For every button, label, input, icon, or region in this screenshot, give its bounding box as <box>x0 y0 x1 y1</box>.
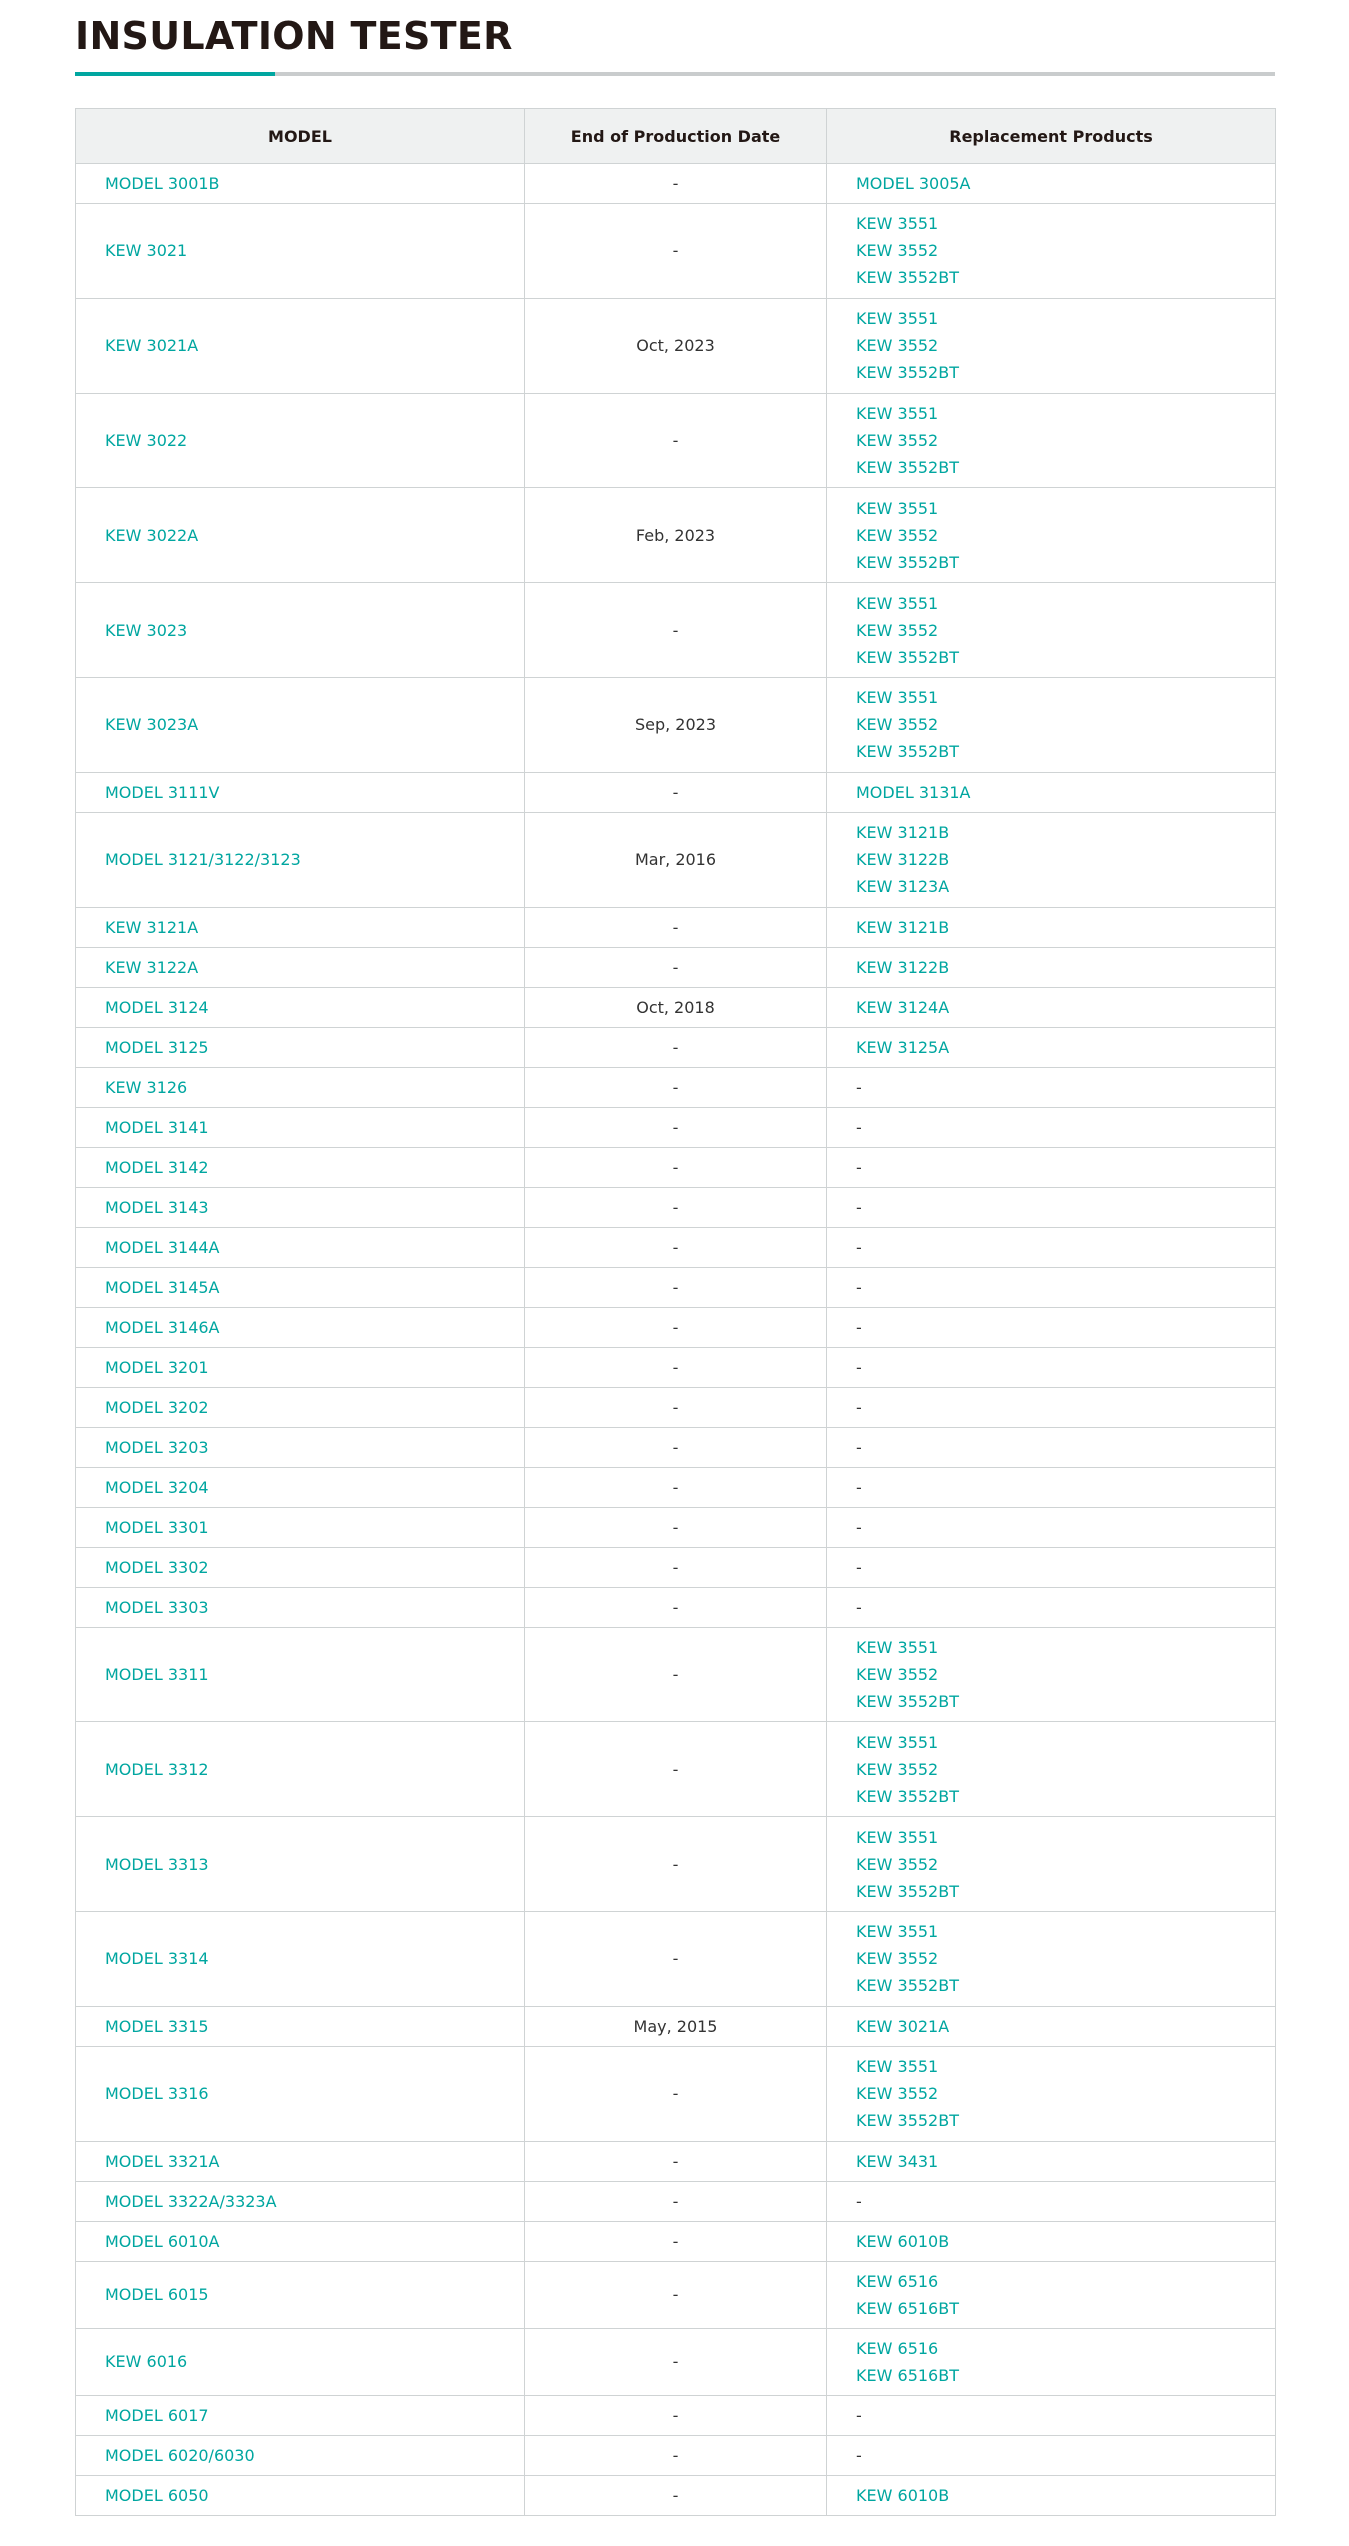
table-row <box>76 2221 1276 2261</box>
table-row <box>76 1817 1276 1912</box>
model-cell <box>76 2181 525 2221</box>
table-row <box>76 1507 1276 1547</box>
replacement-products-cell <box>827 1911 1276 2006</box>
model-cell <box>76 1547 525 1587</box>
replacement-products-cell <box>827 907 1276 947</box>
replacement-products-cell <box>827 2046 1276 2141</box>
title-underline-accent <box>75 72 275 76</box>
replacement-products-cell <box>827 1067 1276 1107</box>
replacement-product-link[interactable]: KEW 3551 <box>856 403 939 423</box>
end-of-production-date-cell: - <box>525 2261 827 2328</box>
replacement-products-cell <box>827 1267 1276 1307</box>
model-link[interactable]: MODEL 3322A/3323A <box>105 2191 277 2211</box>
end-of-production-date-cell: - <box>525 1547 827 1587</box>
replacement-products-cell <box>827 1227 1276 1267</box>
replacement-product-link[interactable]: KEW 3121B <box>856 917 950 937</box>
model-cell <box>76 2221 525 2261</box>
no-replacement-text: - <box>856 1077 862 1097</box>
table-row <box>76 1387 1276 1427</box>
table-row <box>76 2395 1276 2435</box>
table-row <box>76 583 1276 678</box>
end-of-production-date-cell: - <box>525 1467 827 1507</box>
model-cell <box>76 2046 525 2141</box>
replacement-product-link[interactable]: KEW 6516BT <box>856 2365 959 2385</box>
table-row <box>76 298 1276 393</box>
end-of-production-date-cell: Oct, 2023 <box>525 298 827 393</box>
replacement-product-link[interactable]: KEW 3552BT <box>856 1786 959 1806</box>
table-row <box>76 164 1276 204</box>
model-cell <box>76 1427 525 1467</box>
model-link[interactable]: KEW 3022 <box>105 430 188 450</box>
no-replacement-text: - <box>856 2405 862 2425</box>
model-cell <box>76 907 525 947</box>
replacement-products-cell <box>827 772 1276 812</box>
model-link[interactable]: KEW 3121A <box>105 917 199 937</box>
model-cell <box>76 987 525 1027</box>
no-replacement-text: - <box>856 1477 862 1497</box>
replacement-products-cell <box>827 1587 1276 1627</box>
replacement-product-link[interactable]: KEW 3121B <box>856 823 950 843</box>
table-row <box>76 1722 1276 1817</box>
model-cell <box>76 2141 525 2181</box>
replacement-products-cell <box>827 1027 1276 1067</box>
replacement-product-link[interactable]: KEW 3551 <box>856 1637 939 1657</box>
model-cell <box>76 1307 525 1347</box>
header-replacement-products: Replacement Products <box>827 109 1276 164</box>
model-cell <box>76 298 525 393</box>
end-of-production-date-cell: - <box>525 1267 827 1307</box>
replacement-products-cell <box>827 812 1276 907</box>
end-of-production-date-cell: - <box>525 1587 827 1627</box>
model-link[interactable]: MODEL 3141 <box>105 1117 209 1137</box>
replacement-product-link[interactable]: KEW 3552 <box>856 1759 939 1779</box>
replacement-product-link[interactable]: KEW 3552BT <box>856 1976 959 1996</box>
table-row <box>76 1627 1276 1722</box>
title-underline <box>75 72 1275 76</box>
model-cell <box>76 772 525 812</box>
replacement-products-cell <box>827 1347 1276 1387</box>
model-link[interactable]: MODEL 3303 <box>105 1597 209 1617</box>
replacement-product-link[interactable]: KEW 3552 <box>856 1854 939 1874</box>
end-of-production-date-cell: Oct, 2018 <box>525 987 827 1027</box>
model-link[interactable]: KEW 6016 <box>105 2352 188 2372</box>
table-row <box>76 1107 1276 1147</box>
model-link[interactable]: MODEL 3302 <box>105 1557 209 1577</box>
replacement-products-cell <box>827 947 1276 987</box>
replacement-products-cell <box>827 677 1276 772</box>
table-body <box>76 164 1276 2516</box>
table-row <box>76 987 1276 1027</box>
table-row <box>76 1267 1276 1307</box>
replacement-product-link[interactable]: KEW 3551 <box>856 593 939 613</box>
table-row <box>76 1067 1276 1107</box>
no-replacement-text: - <box>856 1317 862 1337</box>
replacement-product-link[interactable]: KEW 3431 <box>856 2151 939 2171</box>
table-row <box>76 907 1276 947</box>
end-of-production-date-cell: - <box>525 204 827 299</box>
replacement-product-link[interactable]: KEW 3552BT <box>856 363 959 383</box>
replacement-product-link[interactable]: KEW 3552BT <box>856 647 959 667</box>
end-of-production-date-cell: - <box>525 907 827 947</box>
model-cell <box>76 947 525 987</box>
end-of-production-date-cell: - <box>525 1107 827 1147</box>
no-replacement-text: - <box>856 2445 862 2465</box>
model-link[interactable]: MODEL 3125 <box>105 1037 209 1057</box>
table-row <box>76 677 1276 772</box>
table-row <box>76 1587 1276 1627</box>
replacement-products-cell <box>827 1187 1276 1227</box>
discontinued-products-table <box>75 108 1276 2516</box>
end-of-production-date-cell: - <box>525 1722 827 1817</box>
replacement-product-link[interactable]: KEW 3122B <box>856 850 950 870</box>
replacement-product-link[interactable]: KEW 3551 <box>856 214 939 234</box>
end-of-production-date-cell: - <box>525 1307 827 1347</box>
end-of-production-date-cell: - <box>525 2141 827 2181</box>
table-row <box>76 1227 1276 1267</box>
replacement-products-cell <box>827 1467 1276 1507</box>
model-link[interactable]: KEW 3023A <box>105 715 199 735</box>
table-row <box>76 204 1276 299</box>
model-link[interactable]: MODEL 3311 <box>105 1664 209 1684</box>
model-link[interactable]: MODEL 3124 <box>105 997 209 1017</box>
model-link[interactable]: MODEL 3143 <box>105 1197 209 1217</box>
no-replacement-text: - <box>856 1157 862 1177</box>
replacement-product-link[interactable]: KEW 3552 <box>856 1664 939 1684</box>
table-row <box>76 1187 1276 1227</box>
table-row <box>76 488 1276 583</box>
model-link[interactable]: MODEL 3312 <box>105 1759 209 1779</box>
end-of-production-date-cell: - <box>525 393 827 488</box>
end-of-production-date-cell: - <box>525 2395 827 2435</box>
table-row <box>76 1467 1276 1507</box>
replacement-product-link[interactable]: KEW 3552 <box>856 525 939 545</box>
model-link[interactable]: KEW 3023 <box>105 620 188 640</box>
replacement-products-cell <box>827 1427 1276 1467</box>
header-end-of-production-date: End of Production Date <box>525 109 827 164</box>
model-cell <box>76 2435 525 2475</box>
replacement-product-link[interactable]: KEW 3551 <box>856 498 939 518</box>
replacement-product-link[interactable]: KEW 3124A <box>856 997 950 1017</box>
replacement-product-link[interactable]: KEW 3125A <box>856 1037 950 1057</box>
no-replacement-text: - <box>856 1437 862 1457</box>
model-cell <box>76 1467 525 1507</box>
no-replacement-text: - <box>856 1277 862 1297</box>
model-link[interactable]: MODEL 3146A <box>105 1317 220 1337</box>
replacement-product-link[interactable]: KEW 3552 <box>856 2084 939 2104</box>
model-link[interactable]: KEW 3021A <box>105 336 199 356</box>
replacement-products-cell <box>827 1507 1276 1547</box>
model-cell <box>76 1027 525 1067</box>
replacement-product-link[interactable]: KEW 6010B <box>856 2231 950 2251</box>
model-cell <box>76 2261 525 2328</box>
end-of-production-date-cell: - <box>525 1347 827 1387</box>
header-model: MODEL <box>76 109 525 164</box>
replacement-product-link[interactable]: KEW 3551 <box>856 2057 939 2077</box>
replacement-products-cell <box>827 987 1276 1027</box>
end-of-production-date-cell: - <box>525 1187 827 1227</box>
table-row <box>76 1911 1276 2006</box>
end-of-production-date-cell: - <box>525 1911 827 2006</box>
replacement-products-cell <box>827 1627 1276 1722</box>
model-link[interactable]: MODEL 3202 <box>105 1397 209 1417</box>
replacement-products-cell <box>827 1722 1276 1817</box>
replacement-products-cell <box>827 2006 1276 2046</box>
end-of-production-date-cell: - <box>525 1627 827 1722</box>
no-replacement-text: - <box>856 1397 862 1417</box>
end-of-production-date-cell: - <box>525 2435 827 2475</box>
replacement-product-link[interactable]: MODEL 3131A <box>856 782 971 802</box>
table-row <box>76 2046 1276 2141</box>
model-cell <box>76 1817 525 1912</box>
no-replacement-text: - <box>856 1117 862 1137</box>
replacement-product-link[interactable]: KEW 3552BT <box>856 1881 959 1901</box>
model-link[interactable]: KEW 3022A <box>105 525 199 545</box>
end-of-production-date-cell: - <box>525 1147 827 1187</box>
model-cell <box>76 1347 525 1387</box>
model-cell <box>76 1107 525 1147</box>
replacement-products-cell <box>827 488 1276 583</box>
model-link[interactable]: MODEL 3121/3122/3123 <box>105 850 301 870</box>
model-link[interactable]: MODEL 6020/6030 <box>105 2445 255 2465</box>
end-of-production-date-cell: - <box>525 1027 827 1067</box>
table-row <box>76 2181 1276 2221</box>
end-of-production-date-cell: May, 2015 <box>525 2006 827 2046</box>
end-of-production-date-cell: - <box>525 583 827 678</box>
no-replacement-text: - <box>856 1597 862 1617</box>
no-replacement-text: - <box>856 1237 862 1257</box>
replacement-product-link[interactable]: KEW 3552BT <box>856 2111 959 2131</box>
replacement-product-link[interactable]: KEW 3552BT <box>856 742 959 762</box>
no-replacement-text: - <box>856 2191 862 2211</box>
end-of-production-date-cell: - <box>525 1387 827 1427</box>
model-link[interactable]: MODEL 3301 <box>105 1517 209 1537</box>
model-link[interactable]: MODEL 3111V <box>105 782 220 802</box>
replacement-product-link[interactable]: KEW 6516BT <box>856 2298 959 2318</box>
table-row <box>76 2261 1276 2328</box>
model-link[interactable]: MODEL 3314 <box>105 1949 209 1969</box>
model-link[interactable]: MODEL 3144A <box>105 1237 220 1257</box>
table-row <box>76 1427 1276 1467</box>
no-replacement-text: - <box>856 1517 862 1537</box>
end-of-production-date-cell: Sep, 2023 <box>525 677 827 772</box>
replacement-products-cell <box>827 393 1276 488</box>
replacement-product-link[interactable]: KEW 3552BT <box>856 268 959 288</box>
end-of-production-date-cell: - <box>525 772 827 812</box>
model-link[interactable]: KEW 3122A <box>105 957 199 977</box>
replacement-products-cell <box>827 2141 1276 2181</box>
model-link[interactable]: MODEL 6015 <box>105 2285 209 2305</box>
replacement-product-link[interactable]: KEW 3552BT <box>856 457 959 477</box>
model-cell <box>76 1067 525 1107</box>
model-cell <box>76 1267 525 1307</box>
end-of-production-date-cell: - <box>525 1067 827 1107</box>
replacement-products-cell <box>827 2435 1276 2475</box>
replacement-products-cell <box>827 1147 1276 1187</box>
end-of-production-date-cell: - <box>525 2328 827 2395</box>
model-link[interactable]: MODEL 3201 <box>105 1357 209 1377</box>
replacement-product-link[interactable]: KEW 3551 <box>856 309 939 329</box>
model-link[interactable]: KEW 3021 <box>105 241 188 261</box>
model-link[interactable]: MODEL 6010A <box>105 2231 220 2251</box>
page-content <box>75 0 1275 2505</box>
model-cell <box>76 488 525 583</box>
replacement-products-cell <box>827 1547 1276 1587</box>
replacement-product-link[interactable]: KEW 3552 <box>856 620 939 640</box>
model-link[interactable]: MODEL 3204 <box>105 1477 209 1497</box>
end-of-production-date-cell: - <box>525 2046 827 2141</box>
model-link[interactable]: MODEL 3315 <box>105 2016 209 2036</box>
replacement-product-link[interactable]: KEW 3552 <box>856 715 939 735</box>
model-cell <box>76 1507 525 1547</box>
model-link[interactable]: MODEL 6050 <box>105 2485 209 2505</box>
page-title: INSULATION TESTER <box>75 14 513 58</box>
replacement-product-link[interactable]: KEW 3552 <box>856 336 939 356</box>
model-cell <box>76 2328 525 2395</box>
model-cell <box>76 1187 525 1227</box>
table-row <box>76 1547 1276 1587</box>
end-of-production-date-cell: - <box>525 2221 827 2261</box>
replacement-products-cell <box>827 298 1276 393</box>
model-cell <box>76 2006 525 2046</box>
model-cell <box>76 2395 525 2435</box>
model-link[interactable]: MODEL 3313 <box>105 1854 209 1874</box>
replacement-product-link[interactable]: KEW 3551 <box>856 688 939 708</box>
model-link[interactable]: MODEL 6017 <box>105 2405 209 2425</box>
model-cell <box>76 1911 525 2006</box>
replacement-products-cell <box>827 2261 1276 2328</box>
table-row <box>76 2006 1276 2046</box>
replacement-product-link[interactable]: KEW 3552BT <box>856 552 959 572</box>
replacement-products-cell <box>827 1817 1276 1912</box>
replacement-product-link[interactable]: KEW 3552 <box>856 430 939 450</box>
table-header-row <box>76 109 1276 164</box>
end-of-production-date-cell: Mar, 2016 <box>525 812 827 907</box>
table-row <box>76 2328 1276 2395</box>
replacement-product-link[interactable]: KEW 3021A <box>856 2016 950 2036</box>
replacement-product-link[interactable]: KEW 3552 <box>856 241 939 261</box>
model-cell <box>76 677 525 772</box>
model-cell <box>76 164 525 204</box>
replacement-products-cell <box>827 1107 1276 1147</box>
replacement-product-link[interactable]: KEW 6010B <box>856 2485 950 2505</box>
replacement-product-link[interactable]: KEW 3552BT <box>856 1691 959 1711</box>
end-of-production-date-cell: Feb, 2023 <box>525 488 827 583</box>
table-row <box>76 812 1276 907</box>
table-row <box>76 1027 1276 1067</box>
replacement-products-cell <box>827 2328 1276 2395</box>
table-row <box>76 772 1276 812</box>
end-of-production-date-cell: - <box>525 164 827 204</box>
model-cell <box>76 583 525 678</box>
replacement-products-cell <box>827 164 1276 204</box>
model-link[interactable]: MODEL 3203 <box>105 1437 209 1457</box>
end-of-production-date-cell: - <box>525 947 827 987</box>
model-link[interactable]: MODEL 3142 <box>105 1157 209 1177</box>
model-link[interactable]: MODEL 3145A <box>105 1277 220 1297</box>
no-replacement-text: - <box>856 1357 862 1377</box>
replacement-products-cell <box>827 583 1276 678</box>
model-cell <box>76 812 525 907</box>
replacement-products-cell <box>827 2221 1276 2261</box>
table-row <box>76 2435 1276 2475</box>
table-row <box>76 393 1276 488</box>
table-row <box>76 947 1276 987</box>
end-of-production-date-cell: - <box>525 2475 827 2515</box>
table-row <box>76 1307 1276 1347</box>
replacement-product-link[interactable]: KEW 3551 <box>856 1922 939 1942</box>
model-link[interactable]: MODEL 3316 <box>105 2084 209 2104</box>
model-cell <box>76 393 525 488</box>
end-of-production-date-cell: - <box>525 1507 827 1547</box>
model-cell <box>76 1227 525 1267</box>
replacement-product-link[interactable]: KEW 6516 <box>856 2271 939 2291</box>
model-cell <box>76 1627 525 1722</box>
replacement-products-cell <box>827 2181 1276 2221</box>
replacement-products-cell <box>827 1307 1276 1347</box>
model-cell <box>76 1587 525 1627</box>
end-of-production-date-cell: - <box>525 1817 827 1912</box>
replacement-products-cell <box>827 204 1276 299</box>
replacement-products-cell <box>827 2395 1276 2435</box>
model-link[interactable]: MODEL 3321A <box>105 2151 220 2171</box>
table-row <box>76 1147 1276 1187</box>
table-row <box>76 2141 1276 2181</box>
table-row <box>76 1347 1276 1387</box>
replacement-products-cell <box>827 2475 1276 2515</box>
replacement-product-link[interactable]: KEW 3551 <box>856 1732 939 1752</box>
no-replacement-text: - <box>856 1557 862 1577</box>
model-link[interactable]: KEW 3126 <box>105 1077 188 1097</box>
model-cell <box>76 2475 525 2515</box>
replacement-product-link[interactable]: KEW 3123A <box>856 877 950 897</box>
model-cell <box>76 204 525 299</box>
replacement-product-link[interactable]: KEW 3551 <box>856 1827 939 1847</box>
replacement-products-cell <box>827 1387 1276 1427</box>
replacement-product-link[interactable]: KEW 3122B <box>856 957 950 977</box>
replacement-product-link[interactable]: KEW 6516 <box>856 2338 939 2358</box>
no-replacement-text: - <box>856 1197 862 1217</box>
table-row <box>76 2475 1276 2515</box>
replacement-product-link[interactable]: MODEL 3005A <box>856 174 971 193</box>
model-cell <box>76 1147 525 1187</box>
model-cell <box>76 1722 525 1817</box>
end-of-production-date-cell: - <box>525 2181 827 2221</box>
model-link[interactable]: MODEL 3001B <box>105 174 220 193</box>
end-of-production-date-cell: - <box>525 1427 827 1467</box>
replacement-product-link[interactable]: KEW 3552 <box>856 1949 939 1969</box>
end-of-production-date-cell: - <box>525 1227 827 1267</box>
model-cell <box>76 1387 525 1427</box>
